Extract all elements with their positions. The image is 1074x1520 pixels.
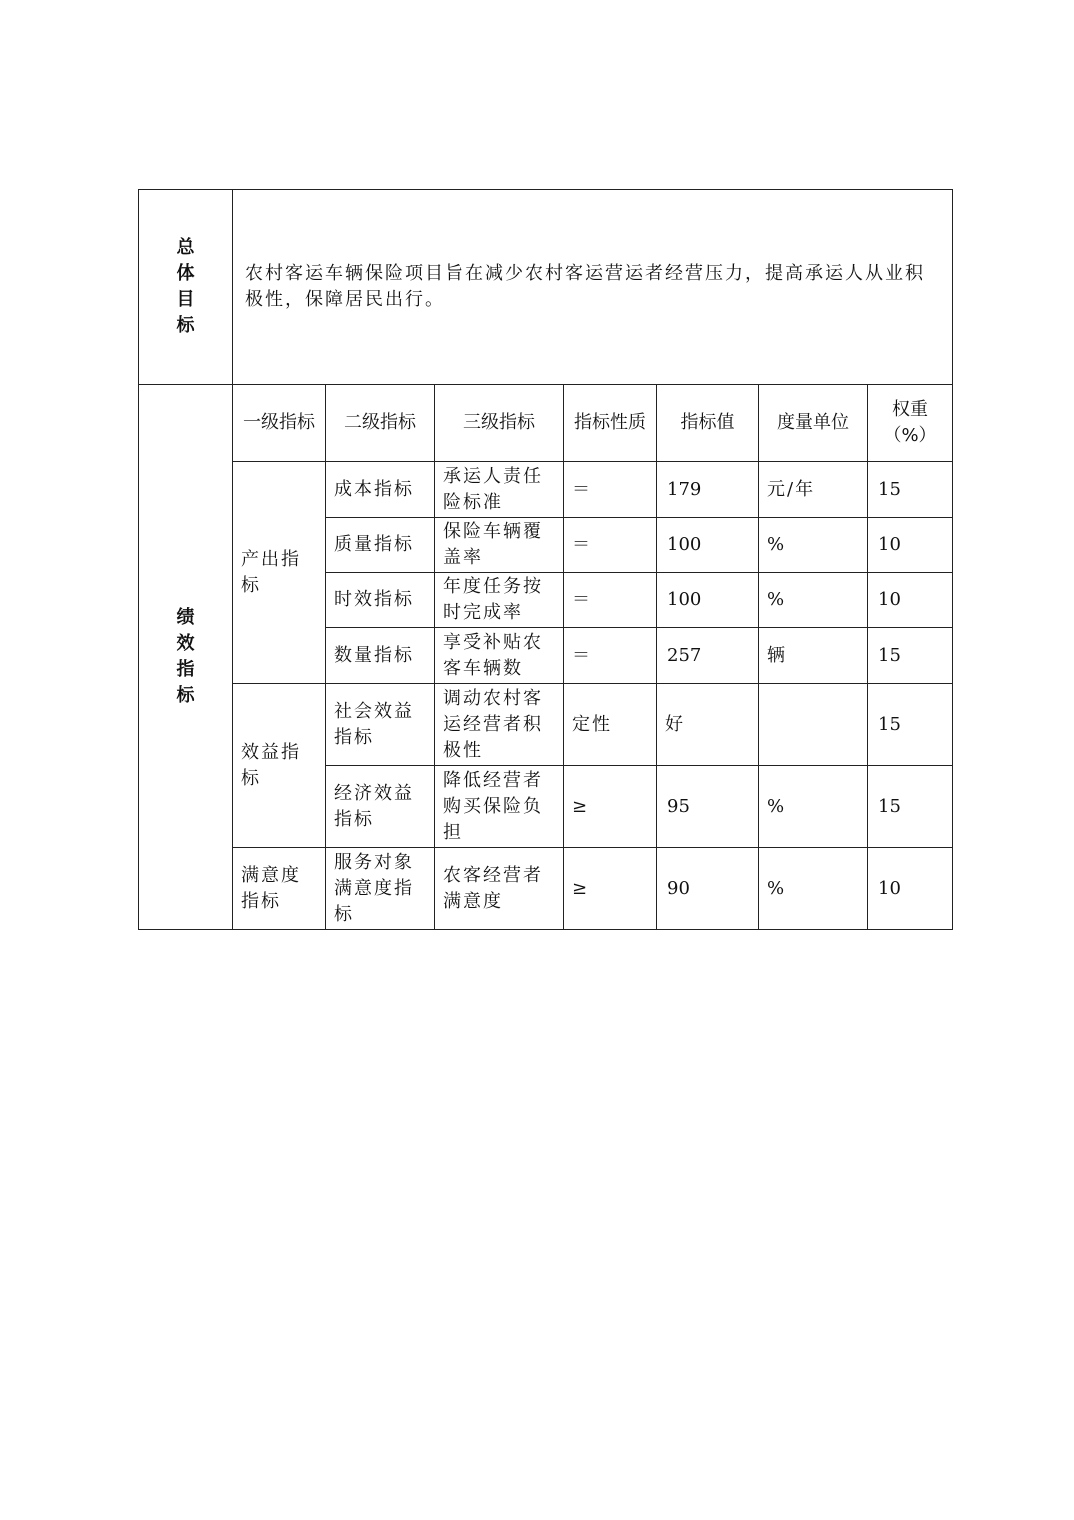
level2-cell: 质量指标 xyxy=(326,518,435,573)
unit-cell: % xyxy=(759,573,868,628)
label-char: 效 xyxy=(176,633,195,654)
value-cell: 100 xyxy=(657,573,759,628)
weight-cell: 10 xyxy=(868,518,953,573)
unit-cell: % xyxy=(759,848,868,930)
overall-goal-text: 农村客运车辆保险项目旨在减少农村客运营运者经营压力，提高承运人从业积极性，保障居民出行。 xyxy=(233,190,953,385)
label-char: 标 xyxy=(176,315,195,336)
nature-cell: ≥ xyxy=(564,766,657,848)
header-row xyxy=(139,385,953,462)
level3-cell: 年度任务按时完成率 xyxy=(435,573,564,628)
header-weight xyxy=(868,385,953,462)
label-char: 体 xyxy=(176,263,195,284)
weight-cell: 15 xyxy=(868,684,953,766)
weight-cell: 15 xyxy=(868,628,953,684)
weight-cell: 10 xyxy=(868,573,953,628)
value-cell: 257 xyxy=(657,628,759,684)
label-char: 目 xyxy=(176,289,195,310)
nature-cell: ≥ xyxy=(564,848,657,930)
level3-cell: 农客经营者满意度 xyxy=(435,848,564,930)
label-char: 总 xyxy=(176,237,195,258)
value-cell: 90 xyxy=(657,848,759,930)
value-cell: 好 xyxy=(657,684,759,766)
header-weight-line1: 权重 xyxy=(892,399,929,420)
level1-cell: 产出指标 xyxy=(233,462,326,684)
level3-cell: 保险车辆覆盖率 xyxy=(435,518,564,573)
value-cell: 179 xyxy=(657,462,759,518)
nature-cell: ＝ xyxy=(564,628,657,684)
weight-cell: 10 xyxy=(868,848,953,930)
level3-cell: 享受补贴农客车辆数 xyxy=(435,628,564,684)
header-unit: 度量单位 xyxy=(759,385,868,462)
level2-cell: 社会效益指标 xyxy=(326,684,435,766)
performance-label xyxy=(139,385,233,930)
nature-cell: ＝ xyxy=(564,573,657,628)
level3-cell: 调动农村客运经营者积极性 xyxy=(435,684,564,766)
table-row xyxy=(139,848,953,930)
nature-cell: ＝ xyxy=(564,518,657,573)
weight-cell: 15 xyxy=(868,462,953,518)
weight-cell: 15 xyxy=(868,766,953,848)
label-char: 绩 xyxy=(176,607,195,628)
label-char: 指 xyxy=(176,659,195,680)
value-cell: 95 xyxy=(657,766,759,848)
level3-cell: 承运人责任险标准 xyxy=(435,462,564,518)
level1-cell: 效益指标 xyxy=(233,684,326,848)
table-row xyxy=(139,462,953,518)
label-char: 标 xyxy=(176,685,195,706)
level2-cell: 经济效益指标 xyxy=(326,766,435,848)
header-nature: 指标性质 xyxy=(564,385,657,462)
table-row xyxy=(139,684,953,766)
level2-cell: 成本指标 xyxy=(326,462,435,518)
header-weight-line2: （%） xyxy=(883,425,937,446)
level1-cell: 满意度指标 xyxy=(233,848,326,930)
overall-goal-row xyxy=(139,190,953,385)
header-value: 指标值 xyxy=(657,385,759,462)
level2-cell: 数量指标 xyxy=(326,628,435,684)
header-level3: 三级指标 xyxy=(435,385,564,462)
unit-cell xyxy=(759,684,868,766)
unit-cell: % xyxy=(759,766,868,848)
performance-table xyxy=(138,189,953,930)
header-level2: 二级指标 xyxy=(326,385,435,462)
nature-cell: ＝ xyxy=(564,462,657,518)
level2-cell: 服务对象满意度指标 xyxy=(326,848,435,930)
level3-cell: 降低经营者购买保险负担 xyxy=(435,766,564,848)
unit-cell: % xyxy=(759,518,868,573)
level2-cell: 时效指标 xyxy=(326,573,435,628)
value-cell: 100 xyxy=(657,518,759,573)
header-level1: 一级指标 xyxy=(233,385,326,462)
overall-goal-label xyxy=(139,190,233,385)
unit-cell: 元/年 xyxy=(759,462,868,518)
nature-cell: 定性 xyxy=(564,684,657,766)
unit-cell: 辆 xyxy=(759,628,868,684)
